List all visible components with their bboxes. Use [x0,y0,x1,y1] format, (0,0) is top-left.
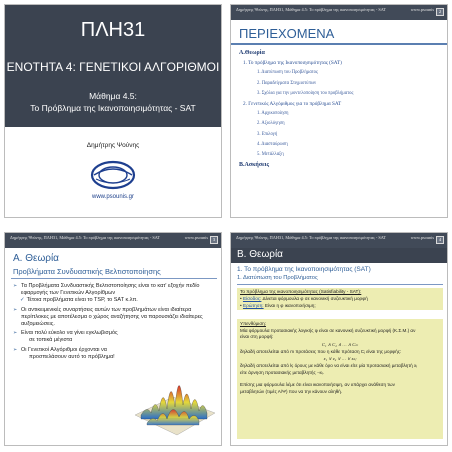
author-name: Δημήτρης Ψούνης [86,142,140,149]
title-panel [5,5,221,127]
contents-item: 2. Παραδείγματα Στιγμιοτύπων [257,80,317,86]
reminder-box [237,319,443,439]
header-url: www.psounis [184,235,208,240]
slide-1-title[interactable] [4,4,222,218]
bullet-item: ➢ Είναι πολύ εύκολο να γίνει εγκλωβισμός [13,330,217,337]
subsection-title: 1. Διατύπωση του Προβλήματος [237,275,318,281]
header-caption: Δημήτρης Ψούνης, ΠΛΗ31, Μάθημα 4.5: Το πρόβλημα της ικανοποιησιμότητας - SAT [10,235,161,240]
slide-3-theory[interactable] [4,232,222,446]
bullet-item: ➢ Οι Γενετικοί Αλγόριθμοι έρχονται να [13,347,217,354]
contents-title: ΠΕΡΙΕΧΟΜΕΝΑ [239,26,335,41]
bullet-continuation: εφαρμογής των Γενετικών Αλγορίθμων [21,289,116,296]
bullet-continuation: προσπελάσουν αυτό το πρόβλημα! [29,354,115,361]
input-label: Είσοδος: [242,295,262,301]
contents-item: 5. Μετάλλαξη [257,152,284,158]
question-text: Είναι η φ ικανοποιήσιμη; [263,302,316,308]
section-title: Α. Θεωρία [13,253,59,264]
reminder-text: δηλαδή αποτελείται από kⱼ όρους με κάθε όρο να είναι είτε μία προτασιακή μεταβλητή xᵢ [240,363,417,368]
contents-item: 1. Διατύπωση του Προβλήματος [257,70,318,76]
slide-4-theory[interactable] [230,232,448,446]
contents-item: 4. Διασταύρωση [257,141,288,147]
title-divider [11,278,217,279]
contents-item: Β.Ασκήσεις [239,162,270,169]
reminder-text: είτε άρνηση προτασιακής μεταβλητής ¬xᵢ. [240,369,324,375]
website-url[interactable]: www.psounis.gr [91,194,135,200]
contents-item: 2. Γενετικός Αλγόριθμος για το πρόβλημα SAT [243,101,342,108]
contents-item: Α.Θεωρία [239,50,265,56]
reminder-heading: Υπενθύμιση: [240,321,266,326]
fitness-landscape-image [133,345,217,437]
header-url: www.psounis [410,7,434,12]
reminder-text: Επίσης μια φόρμουλα λέμε ότι είναι ικανοποιήσιμη, αν υπάρχει ανάθεση των [240,382,395,387]
section-subtitle: 1. Το πρόβλημα της Ικανοποιησιμότητας (SAT) [237,266,371,273]
question-label: Ερώτηση: [242,302,264,308]
slide-header [5,233,221,248]
header-url: www.psounis [410,235,434,240]
bullet-item: ➢ Τα Προβλήματα Συνδυαστικής Βελτιστοποίησης είναι το κατ' εξοχήν πεδίο [13,283,217,290]
contents-list [239,48,445,170]
bullet-item: ➢ Οι αντικειμενικές συναρτήσεις αυτών των προβλημάτων είναι ιδιαίτερα [13,307,217,314]
contents-item: 3. Επιλογή [257,131,278,137]
psounis-logo-icon [90,160,136,190]
section-title: Β. Θεωρία [237,249,283,260]
reminder-text: Μία φόρμουλα προτασιακής λογικής φ είναι σε κανονική συζευκτική μορφή (Κ.Σ.Μ.) αν [240,327,416,333]
reminder-text: δηλαδή αποτελείται από m προτάσεις που η κάθε πρόταση Cⱼ είναι της μορφής: [240,348,402,354]
problem-definition-box: Το πρόβλημα της ικανοποιησιμότητας (Satisfiability - SAT): • Είσοδος: Δίνεται φόρμουλα φ σε κανονική συζευκτική μορφή • Ερώτηση: Είναι η φ ικανοποιήσιμη; [237,288,443,310]
bullet-continuation: σε τοπικά μέγιστα [29,337,73,344]
contents-item: 2. Αξιολόγηση [257,121,285,127]
contents-item: 3. Σχόλια για την μοντελοποίηση του προβλήματος [257,90,354,96]
header-caption: Δημήτρης Ψούνης, ΠΛΗ31, Μάθημα 4.5: Το πρόβλημα της ικανοποιησιμότητας - SAT [236,235,387,240]
problem-heading: Το πρόβλημα της ικανοποιησιμότητας (Satisfiability - SAT): [240,289,362,294]
bullet-continuation: περίπλοκες με αποτέλεσμα ο χώρος αναζήτησης να παρουσιάζει ιδιαίτερες [21,313,203,320]
slide-2-contents[interactable] [230,4,448,218]
unit-title: ΕΝΟΤΗΤΑ 4: ΓΕΝΕΤΙΚΟΙ ΑΛΓΟΡΙΘΜΟΙ [6,60,220,74]
reminder-text: μεταβλητών (τιμές Α/Ψ) που να την κάνουν αληθή. [240,388,343,394]
title-divider [237,284,443,285]
input-text: Δίνεται φόρμουλα φ σε κανονική συζευκτική μορφή [261,295,368,301]
header-caption: Δημήτρης Ψούνης, ΠΛΗ31, Μάθημα 4.5: Το πρόβλημα της ικανοποιησιμότητας - SAT [236,7,387,12]
lesson-subtitle: Το Πρόβλημα της Ικανοποιησιμότητας - SAT [30,103,196,113]
bullet-continuation: αυξομειώσεις. [21,320,55,327]
contents-item: 1. Αρχικοποίηση [257,111,289,117]
slide-header [231,233,447,248]
page-number: 3 [210,236,218,244]
lesson-number: Μάθημα 4.5: [89,91,137,101]
slide-header [231,5,447,20]
title-divider [231,43,447,45]
course-code: ΠΛΗ31 [80,19,146,41]
clause-formula: z₁ ∨ z₂ ∨ … ∨ zₖⱼ [323,356,357,361]
contents-item: 1. Το πρόβλημα της Ικανοποιησιμότητας (SAT) [243,60,342,67]
page-number: 2 [436,8,444,16]
reminder-text: είναι στη μορφή: [240,334,274,339]
section-subtitle: Προβλήματα Συνδυαστικής Βελτιστοποίησης [13,267,161,276]
page-number: 4 [436,236,444,244]
sub-bullet-item: ✓ Τέτοια προβλήματα είναι το TSP, το SAT κ.λπ. [13,297,217,304]
cnf-formula: C₁ ∧ C₂ ∧ … ∧ Cₘ [321,341,359,347]
